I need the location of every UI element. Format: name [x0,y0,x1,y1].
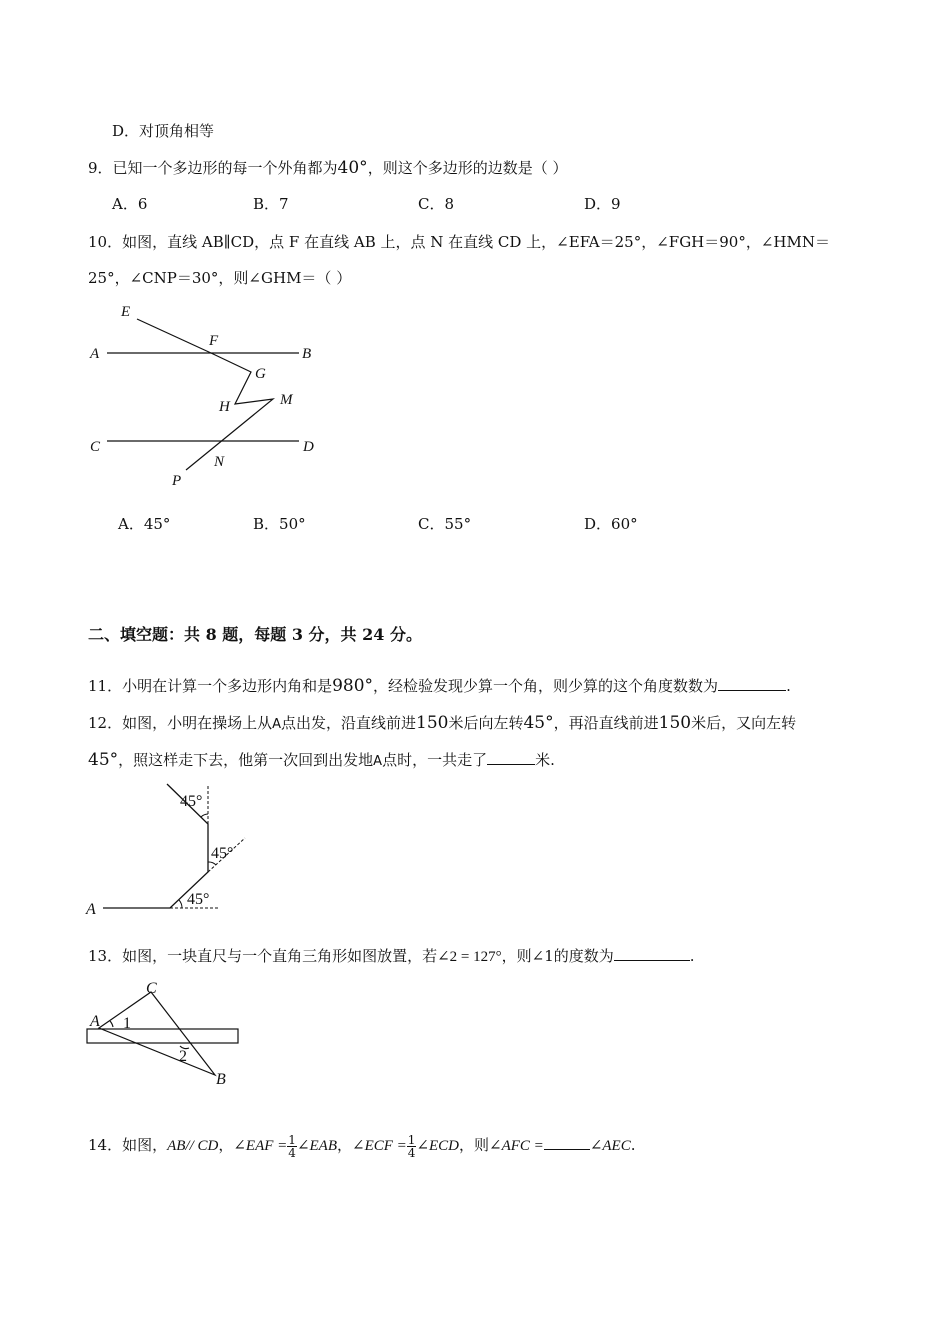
q12-fig-label-45-middle: 45° [211,845,234,862]
q14-answer-blank[interactable] [544,1139,590,1150]
section-2-title: 二、填空题：共 8 题，每题 3 分，共 24 分。 [88,625,422,644]
q13-fig-label-c: C [146,980,157,997]
q13-middle: ，则 [501,947,532,965]
q14-frac1-den: 4 [288,1145,296,1160]
angle-arc-3 [201,814,208,817]
q9-option-d: D．9 [584,195,621,213]
q14-sep1: ， [218,1136,234,1154]
label-a: A [90,346,100,362]
label-p: P [172,473,182,489]
q11-prefix: 11．小明在计算一个多边形内角和是 [88,677,333,695]
q12-line2-end: 米. [535,751,555,769]
q14-frac2-den: 4 [407,1145,416,1160]
q12-fig-label-a: A [86,901,96,918]
q12-dist1: 150 [416,713,449,733]
q14-prefix: 14．如图， [88,1136,168,1154]
q13-answer-blank[interactable] [614,946,690,961]
q14-aec: ∠AEC [589,1138,631,1154]
q13-target: ∠1 [531,947,554,965]
q12-text-d: ，再沿直线前进 [553,714,659,732]
q14-stem [88,1127,636,1164]
q9-stem [88,158,567,178]
q13-figure [85,978,245,1090]
q10-option-b: B．50° [253,515,306,533]
q14-sep3: ，则 [459,1136,490,1154]
q12-text-a: 12．如图，小明在操场上从 [88,714,273,732]
q12-turn1: 45° [523,713,554,733]
q14-fraction-1 [287,1134,297,1159]
angle-1-arc [110,1021,113,1027]
q14-eaf-right: ∠EAB [296,1138,337,1154]
q9-option-a: A．6 [112,195,148,213]
q12-line2-text-a: ，照这样走下去，他第一次回到出发地 [118,751,374,769]
q10-figure [85,300,325,490]
q11-stem [88,676,791,696]
q11-angle: 980° [332,676,374,696]
angle-arc-1 [179,900,182,908]
q9-stem-prefix: 9．已知一个多边形的每一个外角都为 [88,159,338,177]
label-f: F [209,333,219,349]
q13-stem [88,946,695,967]
right-triangle [99,992,215,1075]
q14-fraction-2 [407,1134,417,1159]
q12-text-e: 米后，又向左转 [691,714,797,732]
q12-line2-point: A [373,754,383,769]
label-c: C [90,439,101,455]
q10-stem-line1: 10．如图，直线 AB∥CD，点 F 在直线 AB 上，点 N 在直线 CD 上，∠EFA＝25°，∠FGH＝90°，∠HMN＝ [88,233,830,251]
q14-end: . [630,1136,636,1154]
q13-fig-label-2: 2 [179,1048,187,1065]
q14-eaf-left: ∠EAF = [233,1138,288,1154]
q13-fig-label-1: 1 [123,1015,131,1032]
q12-line2-text-b: 点时，一共走了 [382,751,488,769]
q14-sep2: ， [337,1136,353,1154]
q14-frac1-num: 1 [288,1132,296,1147]
q13-prefix: 13．如图，一块直尺与一个直角三角形如图放置，若 [88,947,438,965]
label-g: G [255,366,266,382]
q8-option-d: D．对顶角相等 [112,122,215,140]
q9-option-c: C．8 [418,195,455,213]
angle-arc-2 [208,862,216,865]
q12-fig-label-45-top: 45° [180,793,203,810]
q11-end: . [786,677,791,695]
q12-line2-angle: 45° [88,750,119,770]
polyline-efghmnp [137,319,273,470]
q14-ecf-left: ∠ECF = [352,1138,407,1154]
label-n: N [214,454,225,470]
q9-stem-suffix: ，则这个多边形的边数是（ ） [367,159,568,177]
q12-stem-line1 [88,713,796,735]
q13-suffix: 的度数为 [553,947,614,965]
q12-figure [85,788,255,920]
q11-suffix: ，经检验发现少算一个角，则少算的这个角度数数为 [373,677,719,695]
q13-given: ∠2 = 127° [437,949,502,965]
q10-stem-line2: 25°，∠CNP＝30°，则∠GHM＝（ ） [88,269,352,287]
q13-fig-label-b: B [216,1071,226,1088]
q12-text-b: 点出发，沿直线前进 [281,714,417,732]
q14-frac2-num: 1 [407,1132,416,1147]
q14-ecf-right: ∠ECD [416,1138,460,1154]
q11-answer-blank[interactable] [718,676,786,691]
label-b: B [302,346,312,362]
q12-stem-line2 [88,750,555,772]
q14-parallel: AB// CD [167,1138,219,1154]
q9-option-b: B．7 [253,195,289,213]
label-m: M [280,392,293,408]
q13-end: . [689,947,695,965]
q12-answer-blank[interactable] [487,750,535,765]
label-d: D [303,439,314,455]
q14-afc: ∠AFC = [489,1138,544,1154]
q10-option-a: A．45° [118,515,171,533]
q13-fig-label-a: A [90,1013,100,1030]
q12-dist2: 150 [658,713,692,733]
q9-angle: 40° [337,158,368,178]
q12-fig-label-45-bottom: 45° [187,891,210,908]
q10-option-c: C．55° [418,515,472,533]
q12-point-a: A [272,717,281,732]
ruler [87,1029,238,1043]
q10-option-d: D．60° [584,515,638,533]
label-h: H [219,399,230,415]
label-e: E [121,304,131,320]
q12-text-c: 米后向左转 [448,714,524,732]
